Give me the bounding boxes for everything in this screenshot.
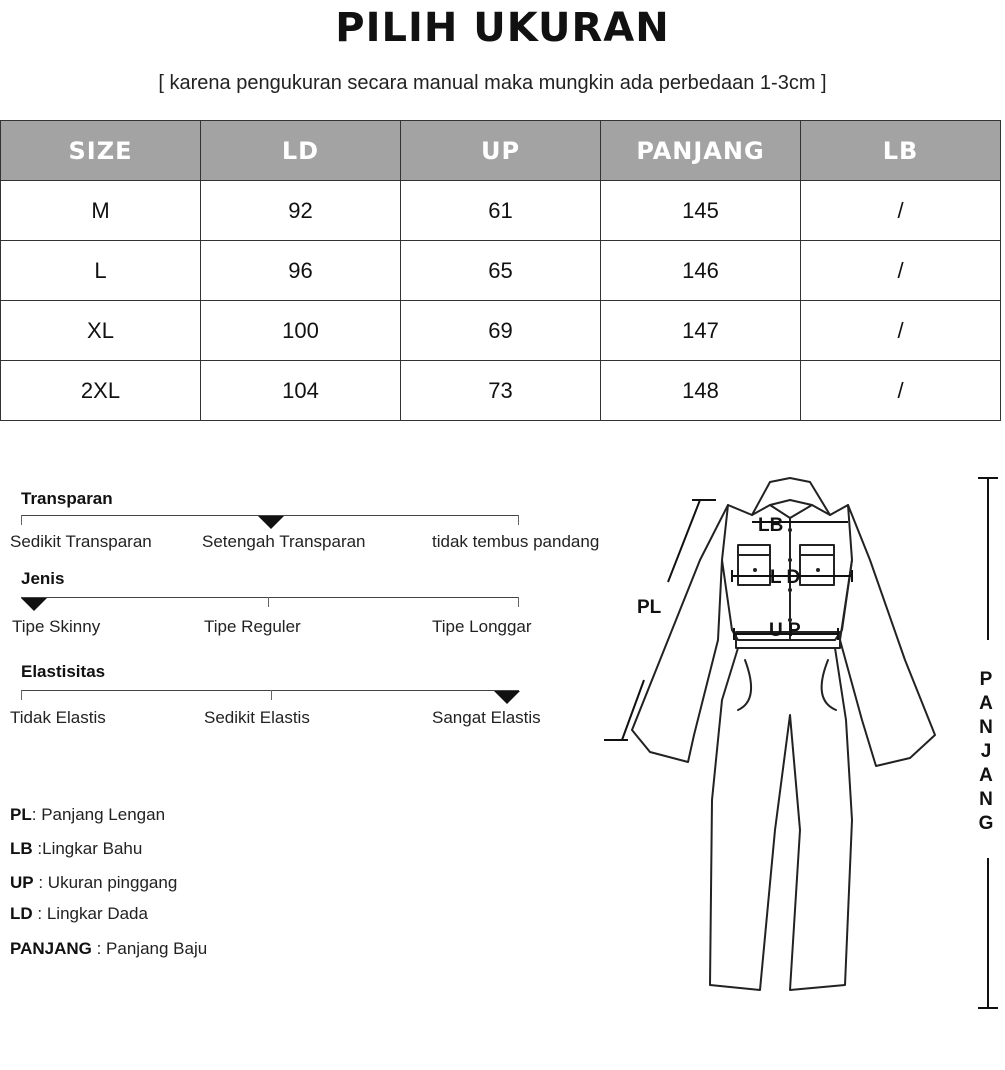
panjang-letter: P [979,669,993,690]
size-table-header-row [1,121,1001,181]
collar [752,478,830,515]
header-lb: LB [801,121,1001,181]
transparan-label-mid: Setengah Transparan [202,532,366,551]
cell-ld: 104 [201,361,401,421]
cell-ld: 92 [201,181,401,241]
table-row [1,181,1001,241]
legend-sep: : [32,839,43,858]
cell-size: XL [1,301,201,361]
transparan-tick-end [518,515,519,525]
legend-desc: Lingkar Dada [46,904,148,923]
panjang-letter: J [980,741,992,762]
elastisitas-label-mid: Sedikit Elastis [204,708,310,727]
jenis-tick-end [518,597,519,607]
measurement-note: [ karena pengukuran secara manual maka mungkin ada perbedaan 1-3cm ] [158,72,827,94]
cell-lb: / [801,361,1001,421]
legend-desc: Ukuran pinggang [47,873,178,892]
panjang-vertical-label [976,668,996,836]
size-table [0,120,1001,421]
legend-abbr: UP [10,873,34,892]
elastisitas-label-low: Tidak Elastis [10,708,106,727]
cell-lb: / [801,301,1001,361]
transparan-scale-title: Transparan [21,489,113,508]
trousers [710,648,852,990]
panjang-letter: N [979,717,993,738]
legend-desc: Lingkar Bahu [42,839,143,858]
table-row [1,301,1001,361]
legend-abbr: PANJANG [10,939,92,958]
cell-panjang: 145 [601,181,801,241]
right-sleeve [840,505,935,766]
jumpsuit-measurement-diagram [600,470,1005,1030]
elastisitas-scale-title: Elastisitas [21,662,106,681]
panjang-letter: A [979,765,993,786]
panjang-letter: N [979,789,993,810]
legend-item-ld [10,904,148,924]
header-ld: LD [201,121,401,181]
elastisitas-scale-line [21,690,519,691]
legend-abbr: LB [10,839,33,858]
cell-panjang: 146 [601,241,801,301]
header-up: UP [401,121,601,181]
legend-item-pl [10,805,165,825]
legend-sep: : [33,873,48,892]
lb-label: LB [758,515,784,536]
panjang-letter: G [978,813,994,834]
elastisitas-tick-mid [271,690,272,700]
page-title: PILIH UKURAN [335,5,670,51]
up-label: U P [769,620,801,641]
jenis-tick-mid [268,597,269,607]
table-row [1,361,1001,421]
cell-panjang: 147 [601,301,801,361]
jenis-scale-title: Jenis [21,569,65,588]
right-pocket [800,545,834,585]
header-size: SIZE [1,121,201,181]
left-pocket [738,545,770,585]
cell-size: M [1,181,201,241]
legend-sep: : [91,939,107,958]
transparan-label-high: tidak tembus pandang [432,532,600,551]
elastisitas-tick-start [21,690,22,700]
legend-item-panjang [10,939,207,959]
cell-up: 69 [401,301,601,361]
transparan-tick-start [21,515,22,525]
panjang-letter: A [979,693,993,714]
cell-panjang: 148 [601,361,801,421]
table-row [1,241,1001,301]
legend-desc: Panjang Lengan [41,805,166,824]
left-sleeve [632,505,728,762]
pl-label: PL [637,597,662,618]
cell-size: 2XL [1,361,201,421]
legend-sep: : [32,904,47,923]
legend-sep: : [31,805,42,824]
cell-lb: / [801,181,1001,241]
cell-ld: 100 [201,301,401,361]
jenis-label-low: Tipe Skinny [12,617,101,636]
legend-item-up [10,873,177,893]
ld-label: L D [770,567,801,588]
cell-size: L [1,241,201,301]
legend-item-lb [10,839,142,859]
transparan-label-low: Sedikit Transparan [10,532,152,551]
cell-up: 65 [401,241,601,301]
cell-ld: 96 [201,241,401,301]
jenis-label-high: Tipe Longgar [432,617,532,636]
legend-desc: Panjang Baju [106,939,208,958]
legend-abbr: LD [10,904,33,923]
jenis-selected-marker [21,598,47,611]
transparan-selected-marker [258,516,284,529]
elastisitas-label-high: Sangat Elastis [432,708,541,727]
jenis-scale-line [21,597,519,598]
cell-lb: / [801,241,1001,301]
jenis-label-mid: Tipe Reguler [204,617,301,636]
elastisitas-selected-marker [494,691,520,704]
cell-up: 73 [401,361,601,421]
header-panjang: PANJANG [601,121,801,181]
legend-abbr: PL [10,805,32,824]
cell-up: 61 [401,181,601,241]
